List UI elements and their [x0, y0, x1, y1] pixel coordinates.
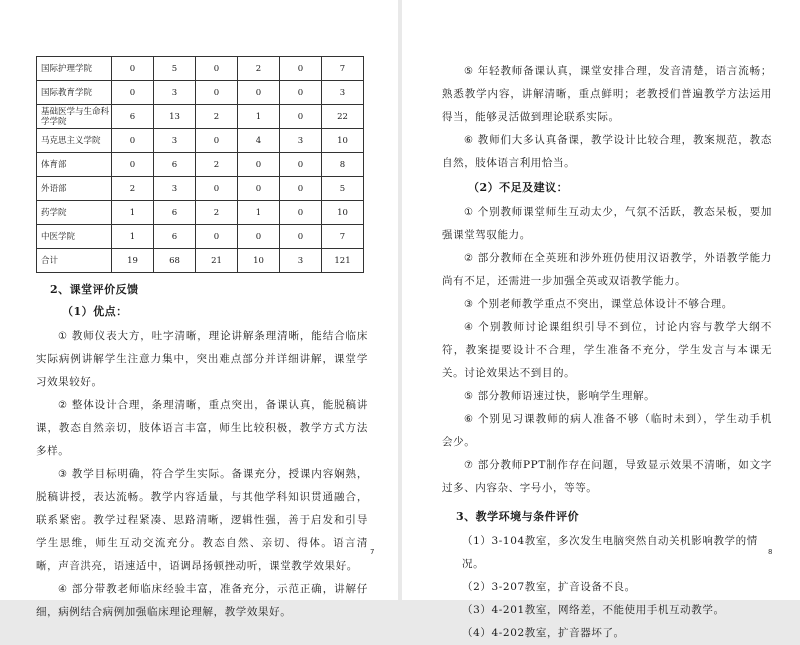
table-row — [37, 249, 364, 273]
table-cell-value: 0 — [238, 153, 280, 177]
advantage-item — [36, 578, 368, 624]
item-text: 个别教师课堂师生互动太少，气氛不活跃，教态呆板，要加强课堂驾驭能力。 — [442, 206, 772, 241]
advantage-item — [36, 394, 368, 463]
page-number: 8 — [768, 548, 773, 556]
shortcomings-list — [442, 201, 772, 500]
table-cell-value: 21 — [196, 249, 238, 273]
right-page-content — [442, 60, 772, 645]
shortcoming-item — [442, 408, 772, 454]
table-cell-value: 0 — [238, 177, 280, 201]
table-cell-value: 7 — [322, 57, 364, 81]
section3-title: 3、教学环境与条件评价 — [456, 510, 580, 523]
page-number: 7 — [370, 548, 375, 556]
statistics-table-body — [37, 57, 364, 273]
table-cell-department: 马克思主义学院 — [37, 129, 112, 153]
table-cell-department: 体育部 — [37, 153, 112, 177]
table-cell-value: 3 — [322, 81, 364, 105]
item-number: ⑤ — [464, 66, 474, 77]
item-text: 教学目标明确，符合学生实际。备课充分，授课内容娴熟，脱稿讲授，表达流畅。教学内容适量，与其他学科知识贯通融合，联系紧密。教学过程紧凑、思路清晰，逻辑性强，善于启发和引导学生思维，师生互动交流充分。教态自然、亲切、得体。语言清晰，声音洪亮，语速适中，语调昂扬顿挫动听，课堂教学效果好。 — [36, 468, 368, 572]
table-cell-value: 2 — [196, 105, 238, 129]
item-number: ⑦ — [464, 460, 474, 471]
table-cell-value: 0 — [280, 105, 322, 129]
advantage-item — [36, 463, 368, 578]
environment-item: （4）4-202教室，扩音器坏了。 — [462, 627, 625, 639]
table-cell-value: 0 — [112, 81, 154, 105]
left-page-content — [36, 56, 368, 624]
table-cell-value: 6 — [154, 225, 196, 249]
advantages-title: （1）优点： — [62, 305, 128, 318]
table-cell-value: 8 — [322, 153, 364, 177]
table-cell-value: 1 — [112, 201, 154, 225]
table-cell-department: 药学院 — [37, 201, 112, 225]
table-cell-value: 6 — [112, 105, 154, 129]
table-cell-value: 0 — [280, 81, 322, 105]
item-number: ① — [58, 331, 68, 342]
item-number: ② — [464, 253, 474, 264]
table-cell-value: 10 — [322, 201, 364, 225]
table-cell-value: 0 — [280, 177, 322, 201]
table-cell-value: 0 — [280, 153, 322, 177]
table-cell-value: 3 — [154, 81, 196, 105]
table-cell-value: 3 — [154, 129, 196, 153]
shortcoming-item — [442, 385, 772, 408]
table-cell-value: 6 — [154, 153, 196, 177]
environment-item: （1）3-104教室，多次发生电脑突然自动关机影响教学的情况。 — [462, 535, 758, 570]
table-cell-value: 5 — [154, 57, 196, 81]
item-number: ⑤ — [464, 391, 474, 402]
table-row — [37, 81, 364, 105]
table-cell-value: 0 — [238, 225, 280, 249]
advantages-list-continued — [442, 60, 772, 175]
table-cell-department: 基础医学与生命科学学院 — [37, 105, 112, 129]
item-text: 个别老师教学重点不突出，课堂总体设计不够合理。 — [477, 298, 733, 310]
item-text: 部分教师语速过快，影响学生理解。 — [477, 390, 656, 402]
table-cell-value: 0 — [112, 129, 154, 153]
table-row — [37, 225, 364, 249]
table-cell-value: 4 — [238, 129, 280, 153]
table-cell-department: 中医学院 — [37, 225, 112, 249]
table-cell-value: 10 — [238, 249, 280, 273]
shortcoming-item — [442, 293, 772, 316]
table-cell-department: 国际护理学院 — [37, 57, 112, 81]
item-number: ③ — [464, 299, 474, 310]
item-number: ③ — [58, 469, 68, 480]
left-page — [0, 0, 398, 618]
advantage-item — [442, 60, 772, 129]
table-cell-value: 3 — [280, 129, 322, 153]
table-cell-value: 0 — [280, 225, 322, 249]
item-text: 教师仪表大方，吐字清晰，理论讲解条理清晰，能结合临床实际病例讲解学生注意力集中，突出难点部分并详细讲解，课堂学习效果较好。 — [36, 330, 368, 388]
table-cell-value: 10 — [322, 129, 364, 153]
table-cell-value: 5 — [322, 177, 364, 201]
right-page — [402, 0, 800, 639]
table-cell-value: 3 — [280, 249, 322, 273]
table-row — [37, 129, 364, 153]
table-row — [37, 201, 364, 225]
advantage-item — [36, 325, 368, 394]
table-row — [37, 153, 364, 177]
table-cell-value: 0 — [196, 177, 238, 201]
shortcomings-title: （2）不足及建议： — [468, 181, 569, 194]
item-text: 年轻教师备课认真，课堂安排合理，发音清楚，语言流畅；熟悉教学内容，讲解清晰，重点鲜明；老教授们普遍教学方法运用得当，能够灵活做到理论联系实际。 — [442, 65, 772, 123]
item-text: 个别见习课教师的病人准备不够（临时未到），学生动手机会少。 — [442, 413, 772, 448]
environment-item: （3）4-201教室，网络差，不能使用手机互动教学。 — [462, 604, 725, 616]
table-cell-value: 0 — [112, 57, 154, 81]
item-number: ⑥ — [464, 135, 474, 146]
table-cell-value: 2 — [112, 177, 154, 201]
item-number: ⑥ — [464, 414, 474, 425]
table-cell-department: 外语部 — [37, 177, 112, 201]
table-cell-value: 1 — [238, 105, 280, 129]
table-cell-value: 13 — [154, 105, 196, 129]
table-cell-value: 6 — [154, 201, 196, 225]
table-row — [37, 105, 364, 129]
item-text: 个别教师讨论课组织引导不到位，讨论内容与教学大纲不符，教案提要设计不合理，学生准备不充分，学生发言与本课无关。讨论效果达不到目的。 — [442, 321, 772, 379]
table-cell-value: 0 — [112, 153, 154, 177]
item-text: 教师们大多认真备课，教学设计比较合理，教案规范，教态自然，肢体语言利用恰当。 — [442, 134, 772, 169]
table-cell-value: 0 — [196, 129, 238, 153]
table-cell-value: 68 — [154, 249, 196, 273]
item-text: 整体设计合理，条理清晰，重点突出，备课认真，能脱稿讲课，教态自然亲切，肢体语言丰富，师生比较积极，教学方式方法多样。 — [36, 399, 368, 457]
table-cell-value: 3 — [154, 177, 196, 201]
shortcoming-item — [442, 454, 772, 500]
table-cell-value: 0 — [280, 57, 322, 81]
item-text: 部分教师PPT制作存在问题，导致显示效果不清晰，如文字过多、内容杂、字号小，等等。 — [442, 459, 772, 494]
table-cell-value: 2 — [196, 153, 238, 177]
table-cell-value: 7 — [322, 225, 364, 249]
table-cell-value: 0 — [280, 201, 322, 225]
item-number: ② — [58, 400, 68, 411]
table-cell-value: 0 — [238, 81, 280, 105]
table-cell-value: 0 — [196, 57, 238, 81]
environment-item: （2）3-207教室，扩音设备不良。 — [462, 581, 636, 593]
item-text: 部分教师在全英班和涉外班仍使用汉语教学，外语教学能力尚有不足，还需进一步加强全英或双语教学能力。 — [442, 252, 772, 287]
table-cell-department: 国际教育学院 — [37, 81, 112, 105]
table-cell-value: 1 — [238, 201, 280, 225]
table-cell-value: 2 — [238, 57, 280, 81]
table-cell-department: 合计 — [37, 249, 112, 273]
shortcoming-item — [442, 247, 772, 293]
section2-title: 2、课堂评价反馈 — [50, 283, 139, 296]
shortcoming-item — [442, 316, 772, 385]
advantage-item — [442, 129, 772, 175]
item-number: ① — [464, 207, 474, 218]
item-text: 部分带教老师临床经验丰富，准备充分，示范正确，讲解仔细，病例结合病例加强临床理论理解，教学效果好。 — [36, 583, 368, 618]
table-cell-value: 121 — [322, 249, 364, 273]
table-cell-value: 1 — [112, 225, 154, 249]
environment-list — [442, 530, 772, 645]
statistics-table — [36, 56, 364, 273]
shortcoming-item — [442, 201, 772, 247]
table-cell-value: 22 — [322, 105, 364, 129]
table-cell-value: 0 — [196, 81, 238, 105]
table-cell-value: 0 — [196, 225, 238, 249]
table-row — [37, 57, 364, 81]
table-cell-value: 2 — [196, 201, 238, 225]
table-cell-value: 19 — [112, 249, 154, 273]
item-number: ④ — [58, 584, 68, 595]
advantages-list — [36, 325, 368, 624]
item-number: ④ — [464, 322, 474, 333]
table-row — [37, 177, 364, 201]
